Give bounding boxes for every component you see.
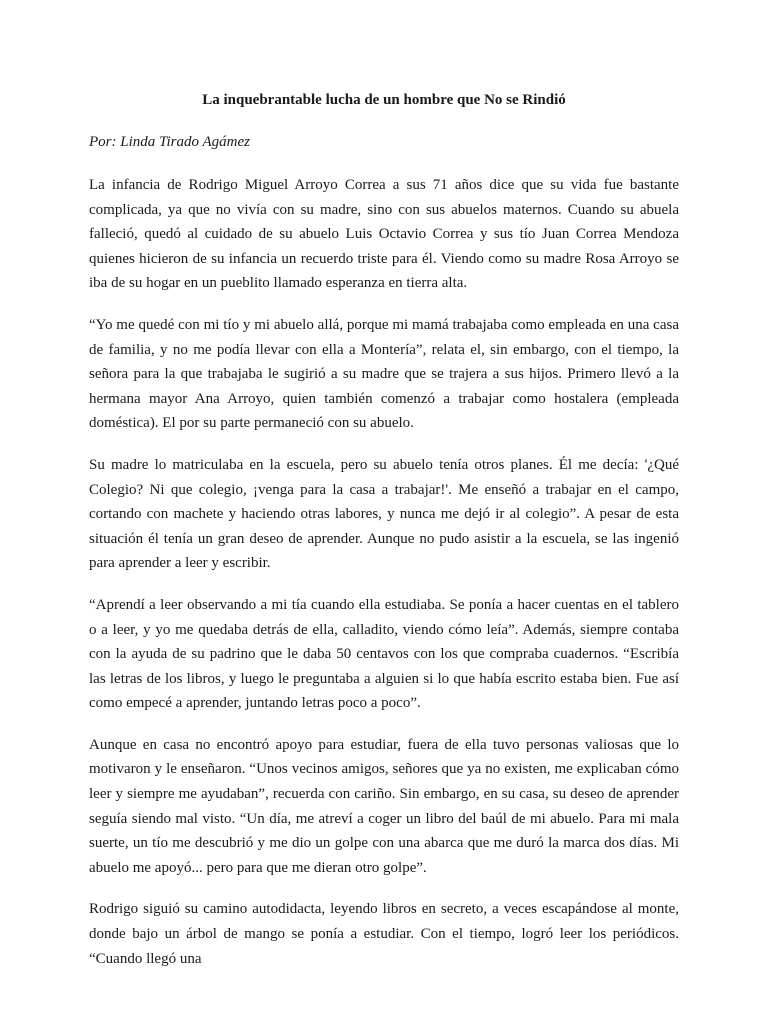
paragraph-1: La infancia de Rodrigo Miguel Arroyo Correa a sus 71 años dice que su vida fue bastante complicada, ya que no vivía con su madre, sino con sus abuelos maternos. Cuando su abuela falleció, quedó al cuidado de su abuelo Luis Octavio Correa y sus tío Juan Correa Mendoza quienes hicieron de su infancia un recuerdo triste para él. Viendo como su madre Rosa Arroyo se iba de su hogar en un pueblito llamado esperanza en tierra alta.: [89, 177, 679, 292]
document-byline: Por: Linda Tirado Agámez: [89, 134, 250, 150]
document-body: [89, 90, 679, 988]
paragraph-3: Su madre lo matriculaba en la escuela, pero su abuelo tenía otros planes. Él me decía: '¿Qué Colegio? Ni que colegio, ¡venga para la casa a trabajar!'. Me enseñó a trabajar en el campo, cortando con machete y haciendo otras labores, y nunca me dejó ir al colegio”. A pesar de esta situación él tenía un gran deseo de aprender. Aunque no pudo asistir a la escuela, se las ingenió para aprender a leer y escribir.: [89, 456, 679, 572]
paragraph-2: “Yo me quedé con mi tío y mi abuelo allá, porque mi mamá trabajaba como empleada en una casa de familia, y no me podía llevar con ella a Montería”, relata el, sin embargo, con el tiempo, la señora para la que trabajaba le sugirió a su madre que se trajera a sus hijos. Primero llevó a la hermana mayor Ana Arroyo, quien también comenzó a trabajar como hostalera (empleada doméstica). El por su parte permaneció con su abuelo.: [89, 316, 679, 432]
document-title: La inquebrantable lucha de un hombre que No se Rindió: [202, 92, 566, 108]
paragraph-4: “Aprendí a leer observando a mi tía cuando ella estudiaba. Se ponía a hacer cuentas en el tablero o a leer, y yo me quedaba detrás de ella, calladito, viendo cómo leía”. Además, siempre contaba con la ayuda de su padrino que le daba 50 centavos con los que compraba cuadernos. “Escribía las letras de los libros, y luego le preguntaba a alguien si lo que había escrito estaba bien. Fue así como empecé a aprender, juntando letras poco a poco”.: [89, 596, 679, 712]
paragraph-5: Aunque en casa no encontró apoyo para estudiar, fuera de ella tuvo personas valiosas que lo motivaron y le enseñaron. “Unos vecinos amigos, señores que ya no existen, me explicaban cómo leer y siempre me ayudaban”, recuerda con cariño. Sin embargo, en su casa, su deseo de aprender seguía siendo mal visto. “Un día, me atreví a coger un libro del baúl de mi abuelo. Para mi mala suerte, un tío me descubrió y me dio un golpe con una abarca que me duró la marca dos días. Mi abuelo me apoyó... pero para que me dieran otro golpe”.: [89, 736, 679, 876]
paragraph-6: Rodrigo siguió su camino autodidacta, leyendo libros en secreto, a veces escapándose al monte, donde bajo un árbol de mango se ponía a estudiar. Con el tiempo, logró leer los periódicos. “Cuando llegó una: [89, 901, 679, 967]
